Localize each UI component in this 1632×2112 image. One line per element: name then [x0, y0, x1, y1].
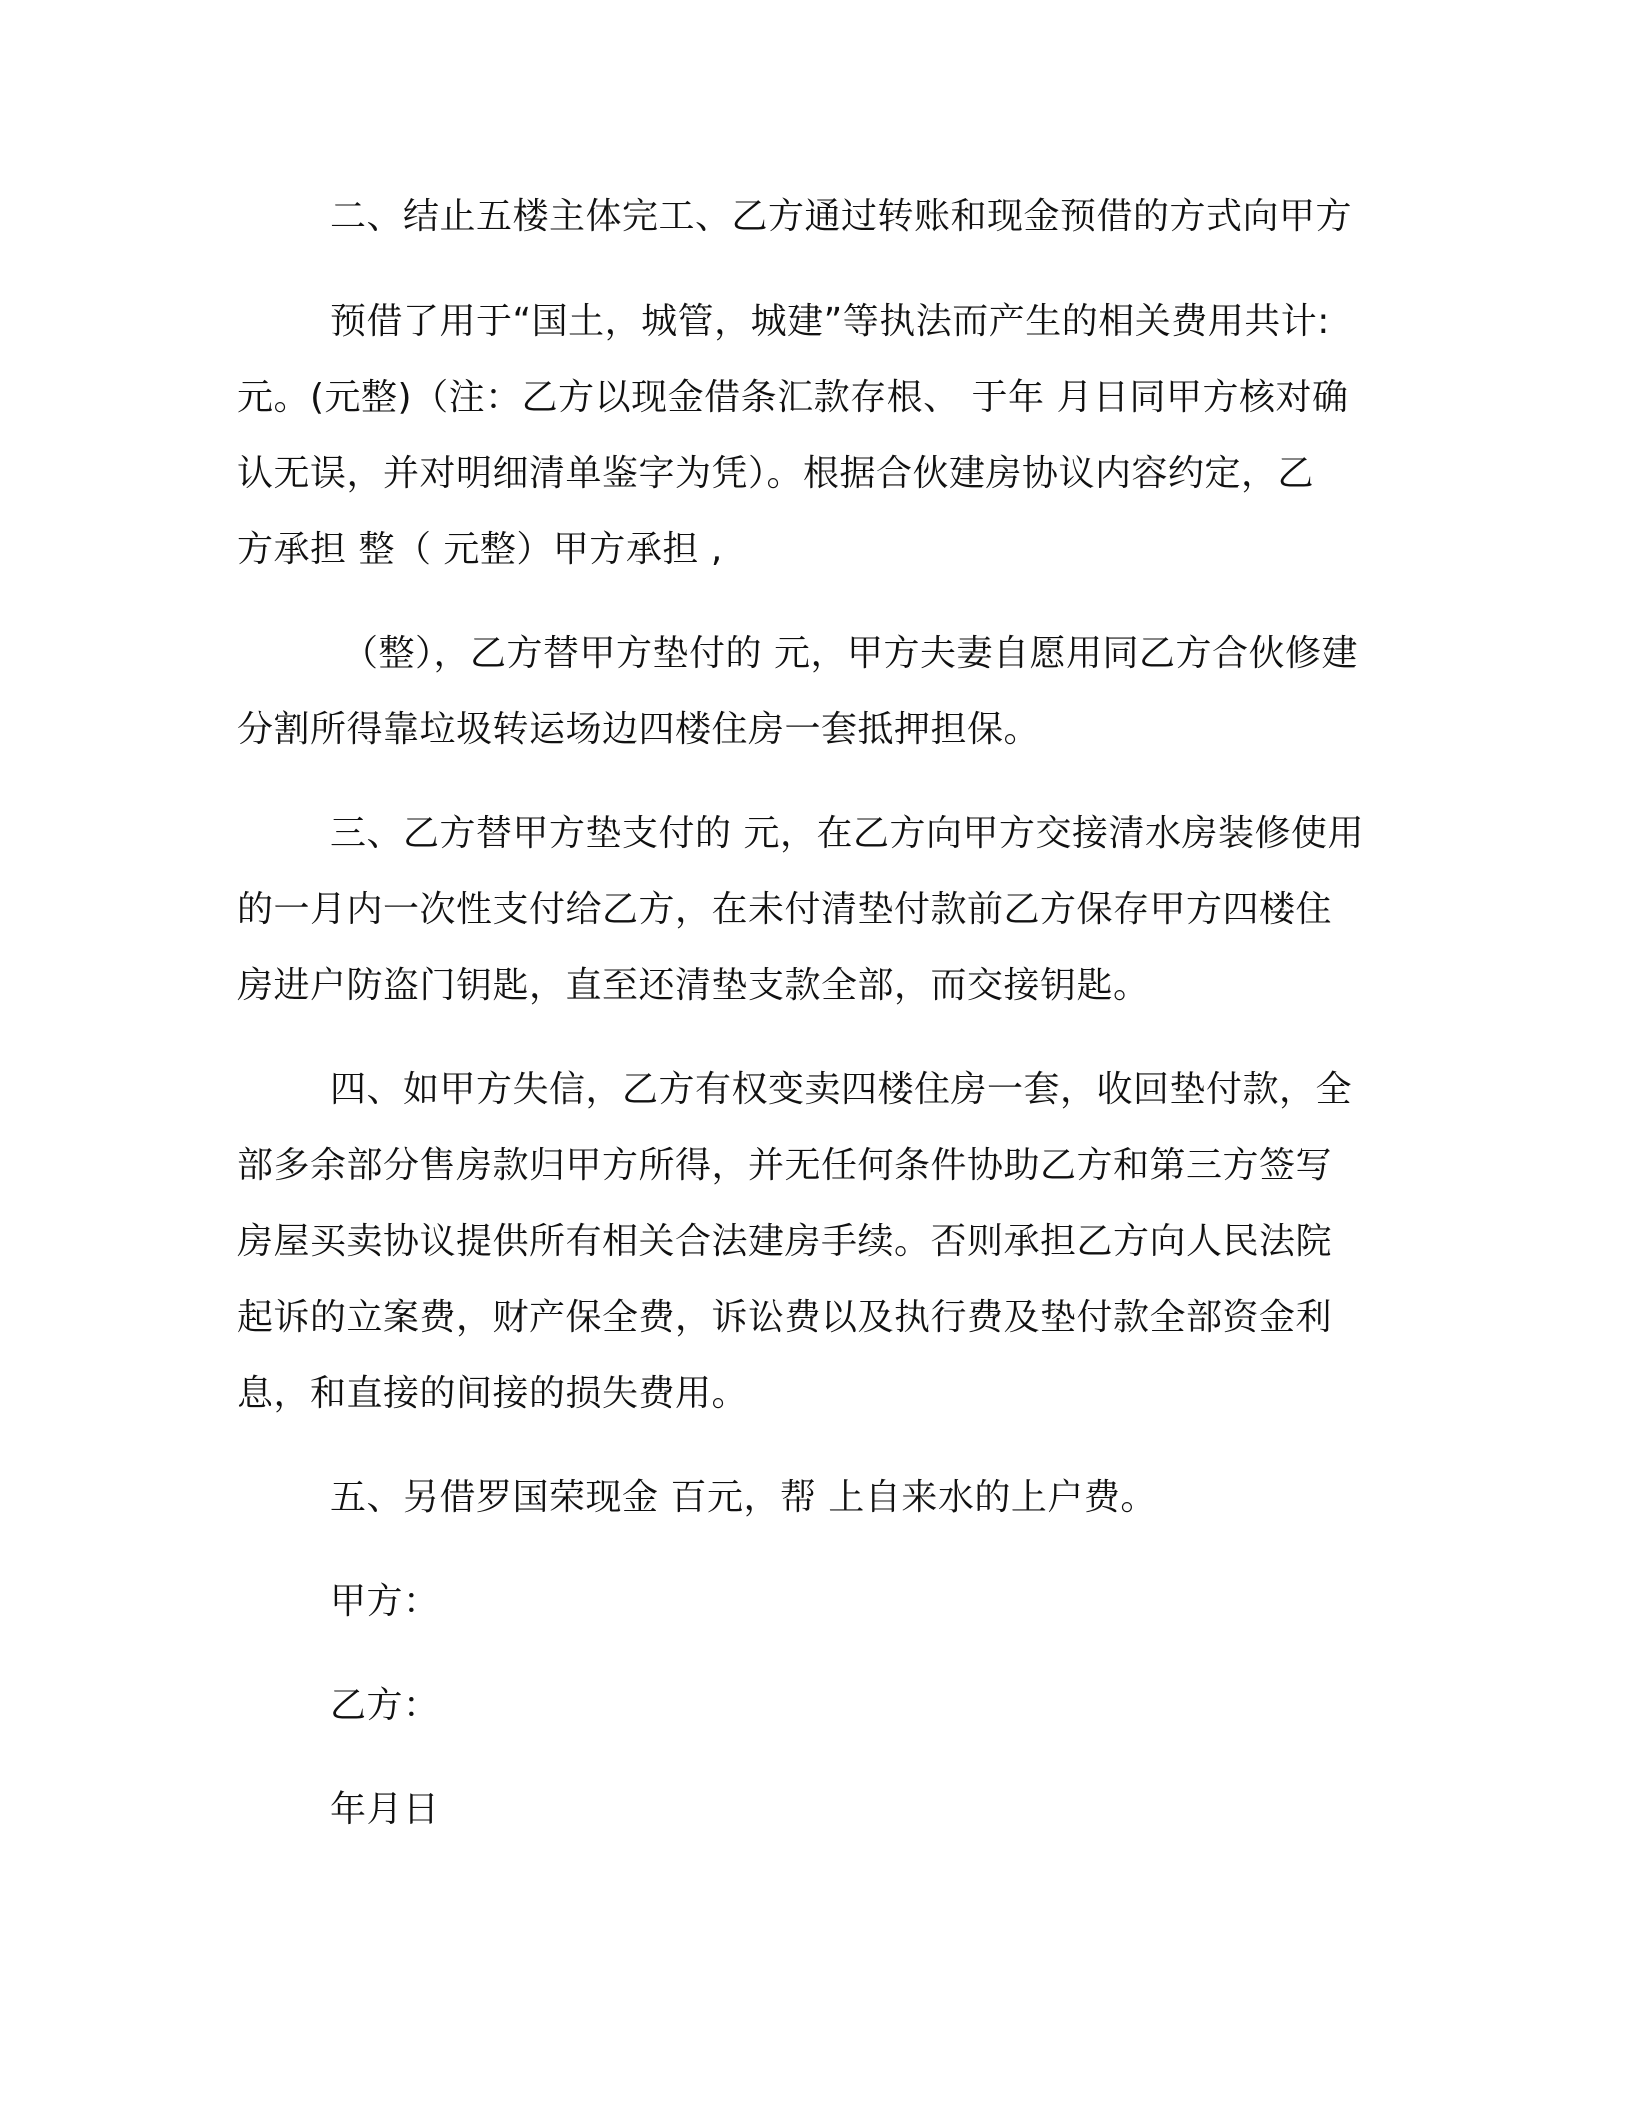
- section4-line1: 四、如甲方失信，乙方有权变卖四楼住房一套，收回垫付款，全: [330, 1069, 1353, 1110]
- section2-line1: 二、结止五楼主体完工、乙方通过转账和现金预借的方式向甲方: [330, 196, 1353, 237]
- section3-line2: 的一月内一次性支付给乙方，在未付清垫付款前乙方保存甲方四楼住: [237, 889, 1333, 930]
- section4-line4: 起诉的立案费，财产保全费，诉讼费以及执行费及垫付款全部资金利: [237, 1297, 1333, 1338]
- section4-line2: 部多余部分售房款归甲方所得，并无任何条件协助乙方和第三方签写: [237, 1145, 1333, 1186]
- section2-line4: 认无误，并对明细清单鉴字为凭）。根据合伙建房协议内容约定，乙: [237, 453, 1315, 494]
- section2-line2: 预借了用于“国土，城管，城建”等执法而产生的相关费用共计:: [330, 301, 1330, 342]
- party-a-signature-label: 甲方：: [330, 1581, 440, 1622]
- party-b-signature-label: 乙方：: [330, 1685, 440, 1726]
- section2-line3: 元。(元整)（注：乙方以现金借条汇款存根、 于年 月日同甲方核对确: [237, 377, 1349, 418]
- section5-line1: 五、另借罗国荣现金 百元，帮 上自来水的上户费。: [330, 1477, 1157, 1518]
- section4-line5: 息，和直接的间接的损失费用。: [237, 1373, 749, 1414]
- section2-line7: 分割所得靠垃圾转运场边四楼住房一套抵押担保。: [237, 709, 1041, 750]
- section2-line5: 方承担 整（ 元整）甲方承担 ,: [237, 529, 723, 570]
- section3-line1: 三、乙方替甲方垫支付的 元，在乙方向甲方交接清水房装修使用: [330, 813, 1364, 854]
- section3-line3: 房进户防盗门钥匙，直至还清垫支款全部，而交接钥匙。: [237, 965, 1150, 1006]
- section4-line3: 房屋买卖协议提供所有相关合法建房手续。否则承担乙方向人民法院: [237, 1221, 1333, 1262]
- section2-line6: （整），乙方替甲方垫付的 元，甲方夫妻自愿用同乙方合伙修建: [342, 633, 1358, 674]
- date-label: 年月日: [330, 1789, 440, 1830]
